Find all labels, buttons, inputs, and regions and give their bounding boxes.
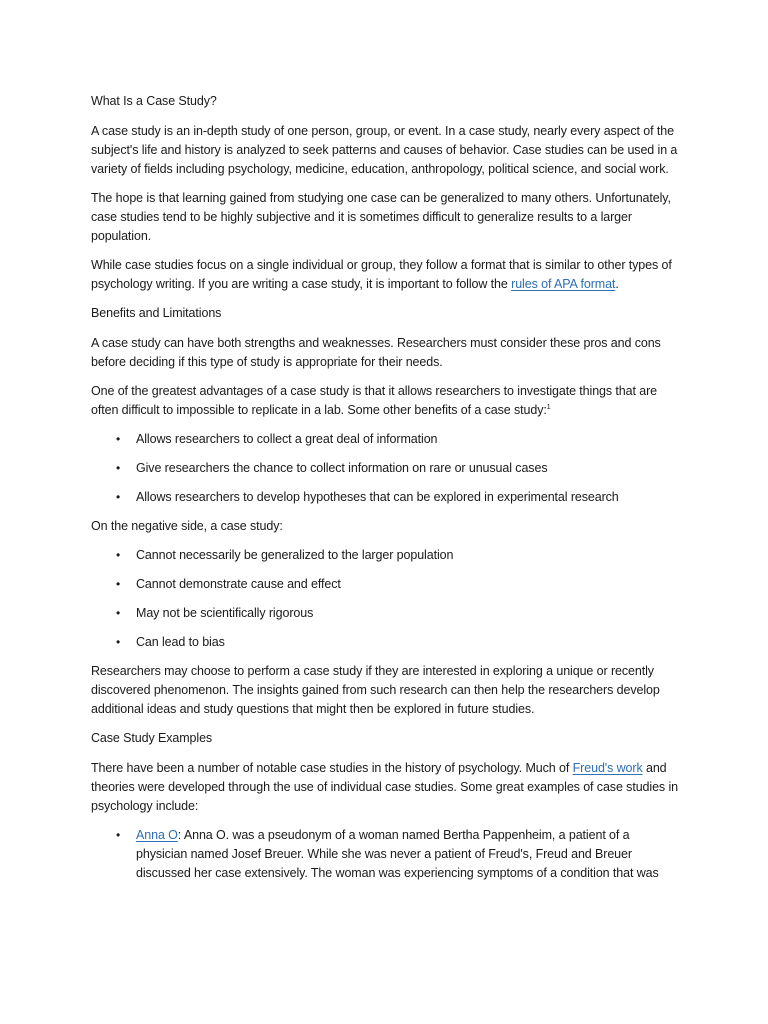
paragraph-definition: A case study is an in-depth study of one person, group, or event. In a case study, nearly every aspect of the subject's life and history is analyzed to seek patterns and causes of behavior. Case studies can be used in a variety of fields including psychology, medicine, education, anthropology, political science, and social work. — [91, 124, 678, 176]
paragraph-negative-intro: On the negative side, a case study: — [91, 519, 283, 533]
paragraph-notable — [91, 759, 681, 816]
paragraph-advantages — [91, 382, 681, 420]
freuds-work-link[interactable]: Freud's work — [572, 761, 643, 775]
apa-format-link[interactable]: rules of APA format — [511, 277, 616, 291]
list-item-text: Cannot demonstrate cause and effect — [136, 577, 341, 591]
list-item-text: Can lead to bias — [136, 635, 225, 649]
list-item — [91, 633, 681, 652]
paragraph-strengths: A case study can have both strengths and weaknesses. Researchers must consider these pros and cons before deciding if this type of study is appropriate for their needs. — [91, 336, 661, 369]
list-item — [91, 604, 681, 623]
benefits-list — [91, 430, 681, 507]
bullet-icon: • — [116, 490, 121, 504]
paragraph-research: Researchers may choose to perform a case study if they are interested in exploring a unique or recently discovered phenomenon. The insights gained from such research can then help the researchers develop additional ideas and study questions that might then be explored in future studies. — [91, 664, 660, 716]
bullet-icon: • — [116, 577, 121, 591]
benefits-heading: Benefits and Limitations — [91, 306, 222, 320]
bullet-icon: • — [116, 828, 121, 842]
list-item-text: : Anna O. was a pseudonym of a woman named Bertha Pappenheim, a patient of a physician named Josef Breuer. While she was never a patient of Freud's, Freud and Breuer discussed her case extensively. The woman was experiencing symptoms of a condition that was — [136, 828, 659, 880]
list-item-text: Allows researchers to develop hypotheses that can be explored in experimental research — [136, 490, 619, 504]
paragraph-format-text: While case studies focus on a single individual or group, they follow a format that is similar to other types of psychology writing. If you are writing a case study, it is important to follow the — [91, 258, 672, 291]
list-item-text: Allows researchers to collect a great deal of information — [136, 432, 438, 446]
list-item — [91, 546, 681, 565]
anna-o-link[interactable]: Anna O — [136, 828, 178, 842]
list-item — [91, 826, 681, 883]
document-title: What Is a Case Study? — [91, 94, 217, 108]
list-item — [91, 488, 681, 507]
bullet-icon: • — [116, 606, 121, 620]
list-item — [91, 430, 681, 449]
paragraph-notable-end: and theories were developed through the use of individual case studies. Some great examples of case studies in psychology include: — [91, 761, 678, 813]
list-item — [91, 459, 681, 478]
list-item-text: Cannot necessarily be generalized to the larger population — [136, 548, 454, 562]
list-item — [91, 575, 681, 594]
paragraph-hope: The hope is that learning gained from studying one case can be generalized to many others. Unfortunately, case studies tend to be highly subjective and it is sometimes difficult to generalize results to a larger population. — [91, 191, 671, 243]
bullet-icon: • — [116, 635, 121, 649]
bullet-icon: • — [116, 461, 121, 475]
document-page — [91, 92, 681, 893]
limitations-list — [91, 546, 681, 652]
paragraph-notable-text: There have been a number of notable case studies in the history of psychology. Much of — [91, 761, 573, 775]
paragraph-advantages-text: One of the greatest advantages of a case study is that it allows researchers to investigate things that are often difficult to impossible to replicate in a lab. Some other benefits of a case study: — [91, 384, 658, 417]
list-item-text: Give researchers the chance to collect information on rare or unusual cases — [136, 461, 548, 475]
examples-list — [91, 826, 681, 883]
bullet-icon: • — [116, 432, 121, 446]
paragraph-format-end: . — [615, 277, 619, 291]
examples-heading: Case Study Examples — [91, 731, 213, 745]
paragraph-format — [91, 256, 681, 294]
list-item-text: May not be scientifically rigorous — [136, 606, 314, 620]
footnote-marker: 1 — [546, 403, 551, 411]
bullet-icon: • — [116, 548, 121, 562]
